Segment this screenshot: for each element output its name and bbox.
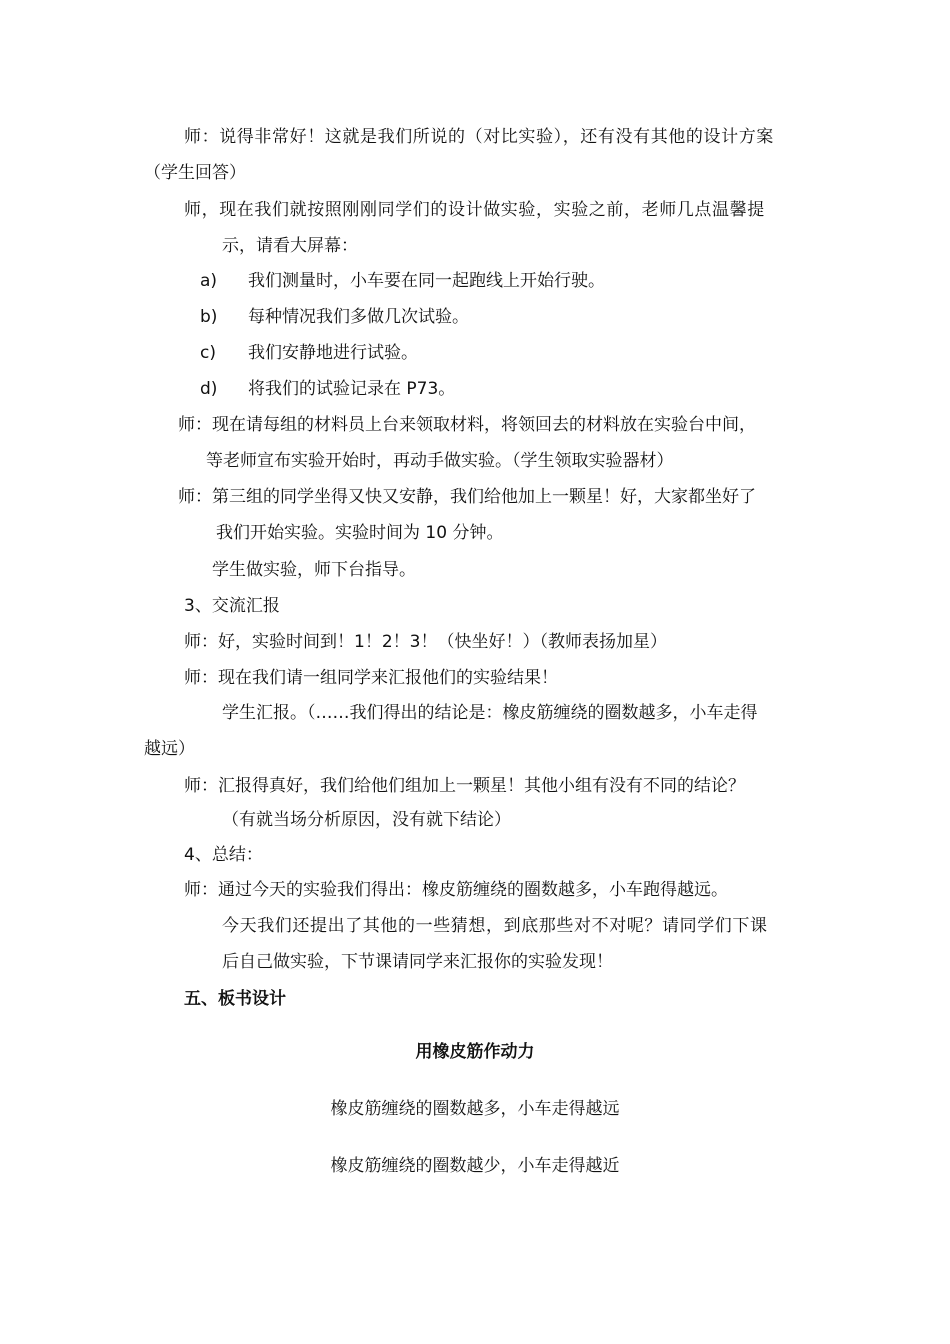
teacher-line: 师：汇报得真好，我们给他们组加上一颗星！其他小组有没有不同的结论？ — [184, 776, 745, 796]
board-design-heading: 五、板书设计 — [184, 989, 286, 1009]
teacher-line-continued: 后自己做实验，下节课请同学来汇报你的实验发现！ — [222, 952, 613, 972]
tip-text: 将我们的试验记录在 P73。 — [248, 379, 456, 399]
teacher-line: 师：好，实验时间到！1！2！3！（快坐好！）（教师表扬加星） — [184, 632, 667, 652]
tip-text: 我们测量时，小车要在同一起跑线上开始行驶。 — [248, 271, 605, 291]
section-heading: 3、交流汇报 — [184, 596, 280, 616]
activity-note: 学生做实验，师下台指导。 — [212, 560, 416, 580]
tip-label: c) — [200, 343, 216, 363]
student-response-note: （学生回答） — [144, 163, 246, 183]
teacher-line: 师：通过今天的实验我们得出：橡皮筋缠绕的圈数越多，小车跑得越远。 — [184, 880, 728, 900]
tip-text: 每种情况我们多做几次试验。 — [248, 307, 469, 327]
teacher-line-continued: 我们开始实验。实验时间为 10 分钟。 — [216, 523, 504, 543]
teacher-line: 师：现在我们请一组同学来汇报他们的实验结果！ — [184, 668, 558, 688]
student-report-continued: 越远） — [144, 739, 195, 759]
tip-label: a) — [200, 271, 218, 291]
tip-text: 我们安静地进行试验。 — [248, 343, 418, 363]
teacher-line: 师：第三组的同学坐得又快又安静，我们给他加上一颗星！好，大家都坐好了 — [178, 487, 756, 507]
board-title: 用橡皮筋作动力 — [415, 1042, 535, 1062]
tip-label: d) — [200, 379, 218, 399]
teacher-line-continued: 示，请看大屏幕： — [222, 236, 358, 256]
section-heading: 4、总结： — [184, 845, 263, 865]
teacher-line: 师：说得非常好！这就是我们所说的（对比实验），还有没有其他的设计方案 — [184, 127, 774, 147]
student-report: 学生汇报。（……我们得出的结论是：橡皮筋缠绕的圈数越多，小车走得 — [222, 703, 758, 723]
teacher-line: 师，现在我们就按照刚刚同学们的设计做实验，实验之前，老师几点温馨提 — [184, 200, 765, 220]
teacher-line-continued: 等老师宣布实验开始时，再动手做实验。（学生领取实验器材） — [206, 451, 674, 471]
teacher-line: 师：现在请每组的材料员上台来领取材料，将领回去的材料放在实验台中间， — [178, 415, 756, 435]
teacher-line-continued: 今天我们还提出了其他的一些猜想，到底那些对不对呢？请同学们下课 — [222, 916, 768, 936]
teacher-note: （有就当场分析原因，没有就下结论） — [222, 810, 511, 830]
board-line: 橡皮筋缠绕的圈数越多，小车走得越远 — [330, 1099, 620, 1119]
tip-label: b) — [200, 307, 218, 327]
board-line: 橡皮筋缠绕的圈数越少，小车走得越近 — [330, 1156, 620, 1176]
